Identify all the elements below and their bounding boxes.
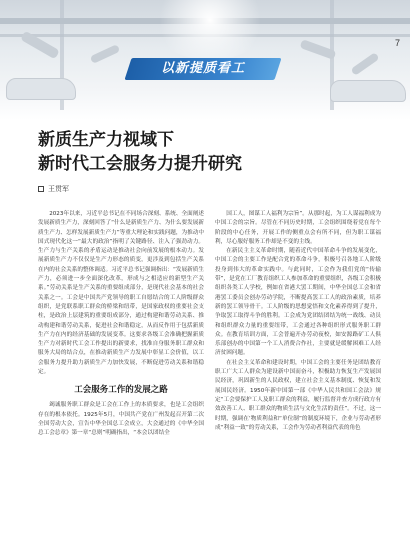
paragraph: 在新民主主义革命时期，随着近代中国革命斗争的发展变化，中国工会的主要工作是配合党的革命斗争，积极号召各地工人阶级投身到伟大的革命实践中。与此同时，工会作为我们党的“传输带”，是党在工厂教育组织工人参加革命的重要组织，各级工会积极组织各类工人学校，例如在省港大罢工期间，中华全国总工会和省港罢工委员会创办劳动学院，不断提高罢工工人的政治素质，培养新的罢工领导骨干。工人阶级的思想觉悟和文化素养得到了提升，争取罢工取得斗争的胜利。工会成为党团结团结为统一战线、动员和组织群众力量的重要纽带，工会通过各种组织形式服务职工群众。在教育培训方面，工会普遍开办劳动夜校，如安源路矿工人俱乐部创办的中国第一个工人消费合作社，主要就是缓解困难工人经济贫困问题。 [215,248,381,357]
paragraph: 2023年以来，习近平总书记在不同场合深刻、系统、全面阐述发展新质生产力，深刻回答了“什么是新质生产力、为什么要发展新质生产力、怎样发展新质生产力”等重大理论和实践问题，为推动中国式现代化这一“最大的政治”指明了关键路径、注入了强劲动力。生产力与生产关系的矛盾运动是推动社会向前发展的根本动力。发展新质生产力不仅仅是生产力形态的质变，更涉及到包括生产关系在内的社会关系的整体调适。习近平总书记强调指出：“发展新质生产力，必须进一步全面深化改革，形成与之相适应的新型生产关系。”劳动关系是生产关系的重要组成部分，是现代社会基本的社会关系之一。工会是中国共产党领导的职工自愿结合的工人阶级群众组织，是党联系职工群众的桥梁和纽带，是国家政权的重要社会支柱，是政治上层建筑的重要组成部分，通过构建和谐劳动关系、推动构建和谐劳动关系，促进社会和谐稳定，从而反作用于包括新质生产力在内的经济基础的发展变革。这要求各级工会准确把握新质生产力对新时代工会工作提出的新要求，找准自身服务职工群众和服务大局的结合点，在推动新质生产力发展中彰显工会价值，以工会服务力提升助力新质生产力加快发展，不断促进劳动关系和谐稳定。 [38,211,204,376]
title-line-1: 新质生产力视域下 [38,130,174,150]
author-marker-icon [38,186,44,192]
paragraph: 国工人，图谋工人福利为宗旨”。从那时起，为工人谋福利成为中国工会的宗旨。尽管在不同历史时期，工会组织围绕着党在每个阶段的中心任务，开展工作的侧重点会有所不同，但为职工谋福利，尽心服好服务工作却是不变的主线。 [215,211,381,245]
paragraph: 在社会主义革命和建设时期，中国工会的主要任务是团结教育职工广大工人群众为建设新中国而奋斗，积极助力恢复生产发展国民经济，巩固新生的人民政权，建立社会主义基本制度、恢复和发展国民经济。1950年新中国第一部《中华人民共和国工会法》规定“工会要保护工人及职工群众的利益，履行监督并查方成行政方有效改善工人、职工群众的物质生活与文化生活的责任”。不过，这一时期，强调在‘物质利益和“单位制”的制度环境下，企业与劳动者形成“利益一致”的劳动关系，工会作为劳动者利益代表的角色 [215,359,381,431]
page-number: 7 [394,38,400,48]
section-heading: 工会服务工作的发展之路 [74,385,168,396]
section-tag-label: 以新提质看工 [160,61,245,76]
author-row [38,183,69,195]
body-column-left [38,210,204,439]
body-column-right [215,210,381,433]
paragraph: 竭诚服务职工群众是工会在工作上的本质要求，也是工会组织存在的根本依托。1925年5月，中国共产党在广州发起召开第二次全国劳动大会，宣告中华全国总工会成立，大会通过的《中华全国总工会总章》第一章“总则”明确指出，“本会以团结全 [38,402,204,437]
title-line-2: 新时代工会服务力提升研究 [38,154,242,174]
author-name: 王贯军 [48,185,69,193]
article-title [38,128,378,176]
